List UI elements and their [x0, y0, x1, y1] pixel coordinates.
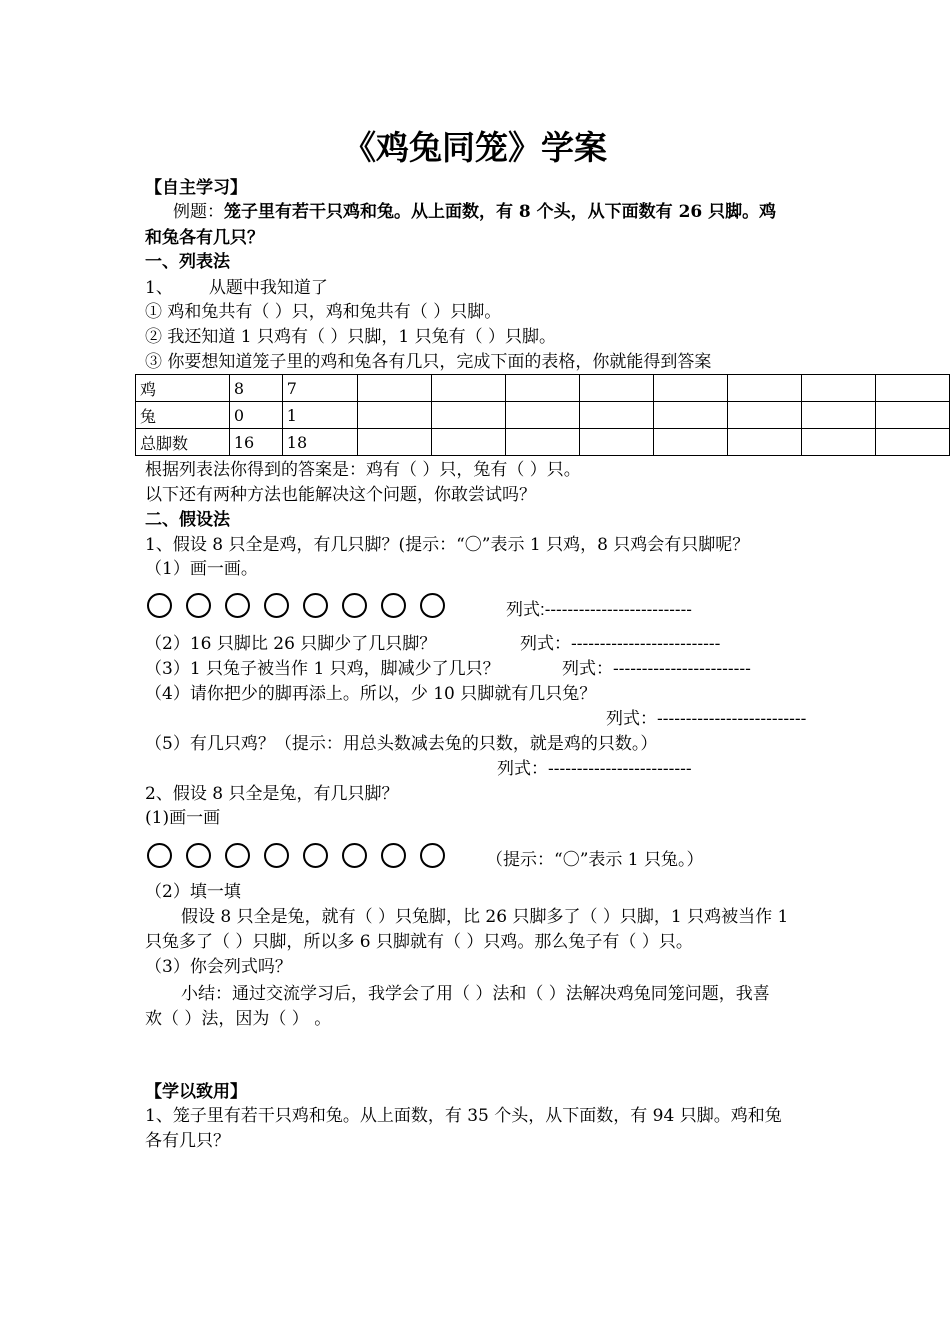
page-title: 《鸡兔同笼》学案	[343, 128, 607, 167]
table-cell: 鸡	[136, 375, 230, 402]
circle-shape	[420, 593, 445, 618]
part2-q2-formula: （3）你会列式吗？	[145, 957, 292, 977]
part1-q1c: ③ 你要想知道笼子里的鸡和兔各有几只，完成下面的表格，你就能得到答案	[145, 352, 712, 372]
table-cell: 总脚数	[136, 429, 230, 456]
part1-answer: 根据列表法你得到的答案是：鸡有（ ）只，兔有（ ）只。	[145, 460, 581, 480]
summary-line-1: 小结：通过交流学习后，我学会了用（ ）法和（ ）法解决鸡兔同笼问题，我喜	[181, 984, 770, 1004]
circle-shape	[381, 843, 406, 868]
rabbit-circles	[147, 843, 445, 868]
circle-shape	[186, 843, 211, 868]
formula-5: 列式：-------------------------	[497, 759, 692, 779]
table-cell	[357, 429, 431, 456]
example-lead: 例题：	[173, 202, 224, 222]
table-cell: 兔	[136, 402, 230, 429]
table-cell	[431, 429, 505, 456]
fill-line-2: 只兔多了（ ）只脚，所以多 6 只脚就有（ ）只鸡。那么兔子有（ ）只。	[145, 932, 693, 952]
formula-4: 列式：--------------------------	[606, 709, 807, 729]
rabbit-hint: （提示：“〇”表示 1 只兔。）	[486, 850, 704, 870]
practice-line-2: 各有几只？	[145, 1131, 230, 1151]
example-line-1	[173, 200, 813, 224]
circle-shape	[264, 593, 289, 618]
table-cell	[431, 375, 505, 402]
table-cell	[801, 429, 875, 456]
table-cell	[875, 429, 949, 456]
part2-q1-2: （2）16 只脚比 26 只脚少了几只脚？	[145, 634, 437, 654]
table-row	[136, 429, 950, 456]
table-cell	[505, 402, 579, 429]
circle-shape	[303, 593, 328, 618]
part2-q1-5: （5）有几只鸡？（提示：用总头数减去兔的只数，就是鸡的只数。）	[145, 734, 658, 754]
table-cell	[357, 402, 431, 429]
part1-q1a: ① 鸡和兔共有（ ）只，鸡和兔共有（ ）只脚。	[145, 302, 502, 322]
circle-shape	[147, 843, 172, 868]
table-cell	[875, 402, 949, 429]
part2-heading: 二、假设法	[145, 510, 230, 530]
summary-line-2: 欢（ ）法，因为（ ） 。	[145, 1009, 332, 1029]
table-cell	[727, 429, 801, 456]
circle-shape	[225, 843, 250, 868]
example-line-2: 和兔各有几只？	[145, 228, 264, 248]
table-cell: 16	[229, 429, 282, 456]
table-cell	[875, 375, 949, 402]
table-cell: 7	[282, 375, 357, 402]
part1-q1	[145, 276, 815, 300]
section-header-self-study: 【自主学习】	[145, 178, 247, 198]
circle-shape	[342, 843, 367, 868]
table-cell	[653, 375, 727, 402]
formula-2: 列式：--------------------------	[520, 634, 721, 654]
table-cell	[653, 402, 727, 429]
circle-shape	[147, 593, 172, 618]
example-text-1: 笼子里有若干只鸡和兔。从上面数，有 8 个头，从下面数有 26 只脚。鸡	[224, 202, 777, 222]
part2-q1-3: （3）1 只兔子被当作 1 只鸡，脚减少了几只？	[145, 659, 500, 679]
circle-shape	[303, 843, 328, 868]
part1-q1-number: 1、	[145, 278, 173, 298]
table-cell	[579, 402, 653, 429]
circle-shape	[225, 593, 250, 618]
formula-1: 列式:--------------------------	[506, 600, 692, 619]
table-cell	[727, 402, 801, 429]
table-cell: 8	[229, 375, 282, 402]
table-cell: 0	[229, 402, 282, 429]
table-cell	[505, 375, 579, 402]
table-row	[136, 402, 950, 429]
part2-q1: 1、假设 8 只全是鸡，有几只脚？(提示：“〇”表示 1 只鸡，8 只鸡会有只脚呢？	[145, 535, 750, 555]
circle-shape	[381, 593, 406, 618]
table-cell	[653, 429, 727, 456]
table-cell	[357, 375, 431, 402]
part2-q2: 2、假设 8 只全是兔，有几只脚？	[145, 784, 399, 804]
table-cell: 1	[282, 402, 357, 429]
part1-q1b: ② 我还知道 1 只鸡有（ ）只脚，1 只兔有（ ）只脚。	[145, 327, 557, 347]
part2-q1-draw: （1）画一画。	[145, 559, 258, 579]
circle-shape	[186, 593, 211, 618]
table-cell	[727, 375, 801, 402]
table-cell	[801, 375, 875, 402]
table-cell	[801, 402, 875, 429]
part2-q2-draw: (1)画一画	[145, 808, 221, 828]
table-cell	[579, 429, 653, 456]
chicken-circles	[147, 593, 445, 618]
section-header-apply: 【学以致用】	[145, 1082, 247, 1102]
formula-3: 列式：------------------------	[562, 659, 751, 679]
table-row	[136, 375, 950, 402]
circle-shape	[420, 843, 445, 868]
practice-line-1: 1、笼子里有若干只鸡和兔。从上面数，有 35 个头，从下面数，有 94 只脚。鸡和兔	[145, 1106, 782, 1126]
table-cell	[579, 375, 653, 402]
table-cell	[505, 429, 579, 456]
counting-table	[135, 374, 950, 456]
table-cell: 18	[282, 429, 357, 456]
part2-q1-4: （4）请你把少的脚再添上。所以，少 10 只脚就有几只兔？	[145, 684, 597, 704]
fill-line-1: 假设 8 只全是兔，就有（ ）只兔脚，比 26 只脚多了（ ）只脚，1 只鸡被当作 1	[181, 907, 789, 927]
part1-transition: 以下还有两种方法也能解决这个问题，你敢尝试吗？	[145, 485, 536, 505]
part1-heading: 一、列表法	[145, 252, 230, 272]
part1-q1-text: 从题中我知道了	[208, 278, 328, 298]
table-cell	[431, 402, 505, 429]
part2-q2-fill: （2）填一填	[145, 882, 241, 902]
circle-shape	[264, 843, 289, 868]
circle-shape	[342, 593, 367, 618]
